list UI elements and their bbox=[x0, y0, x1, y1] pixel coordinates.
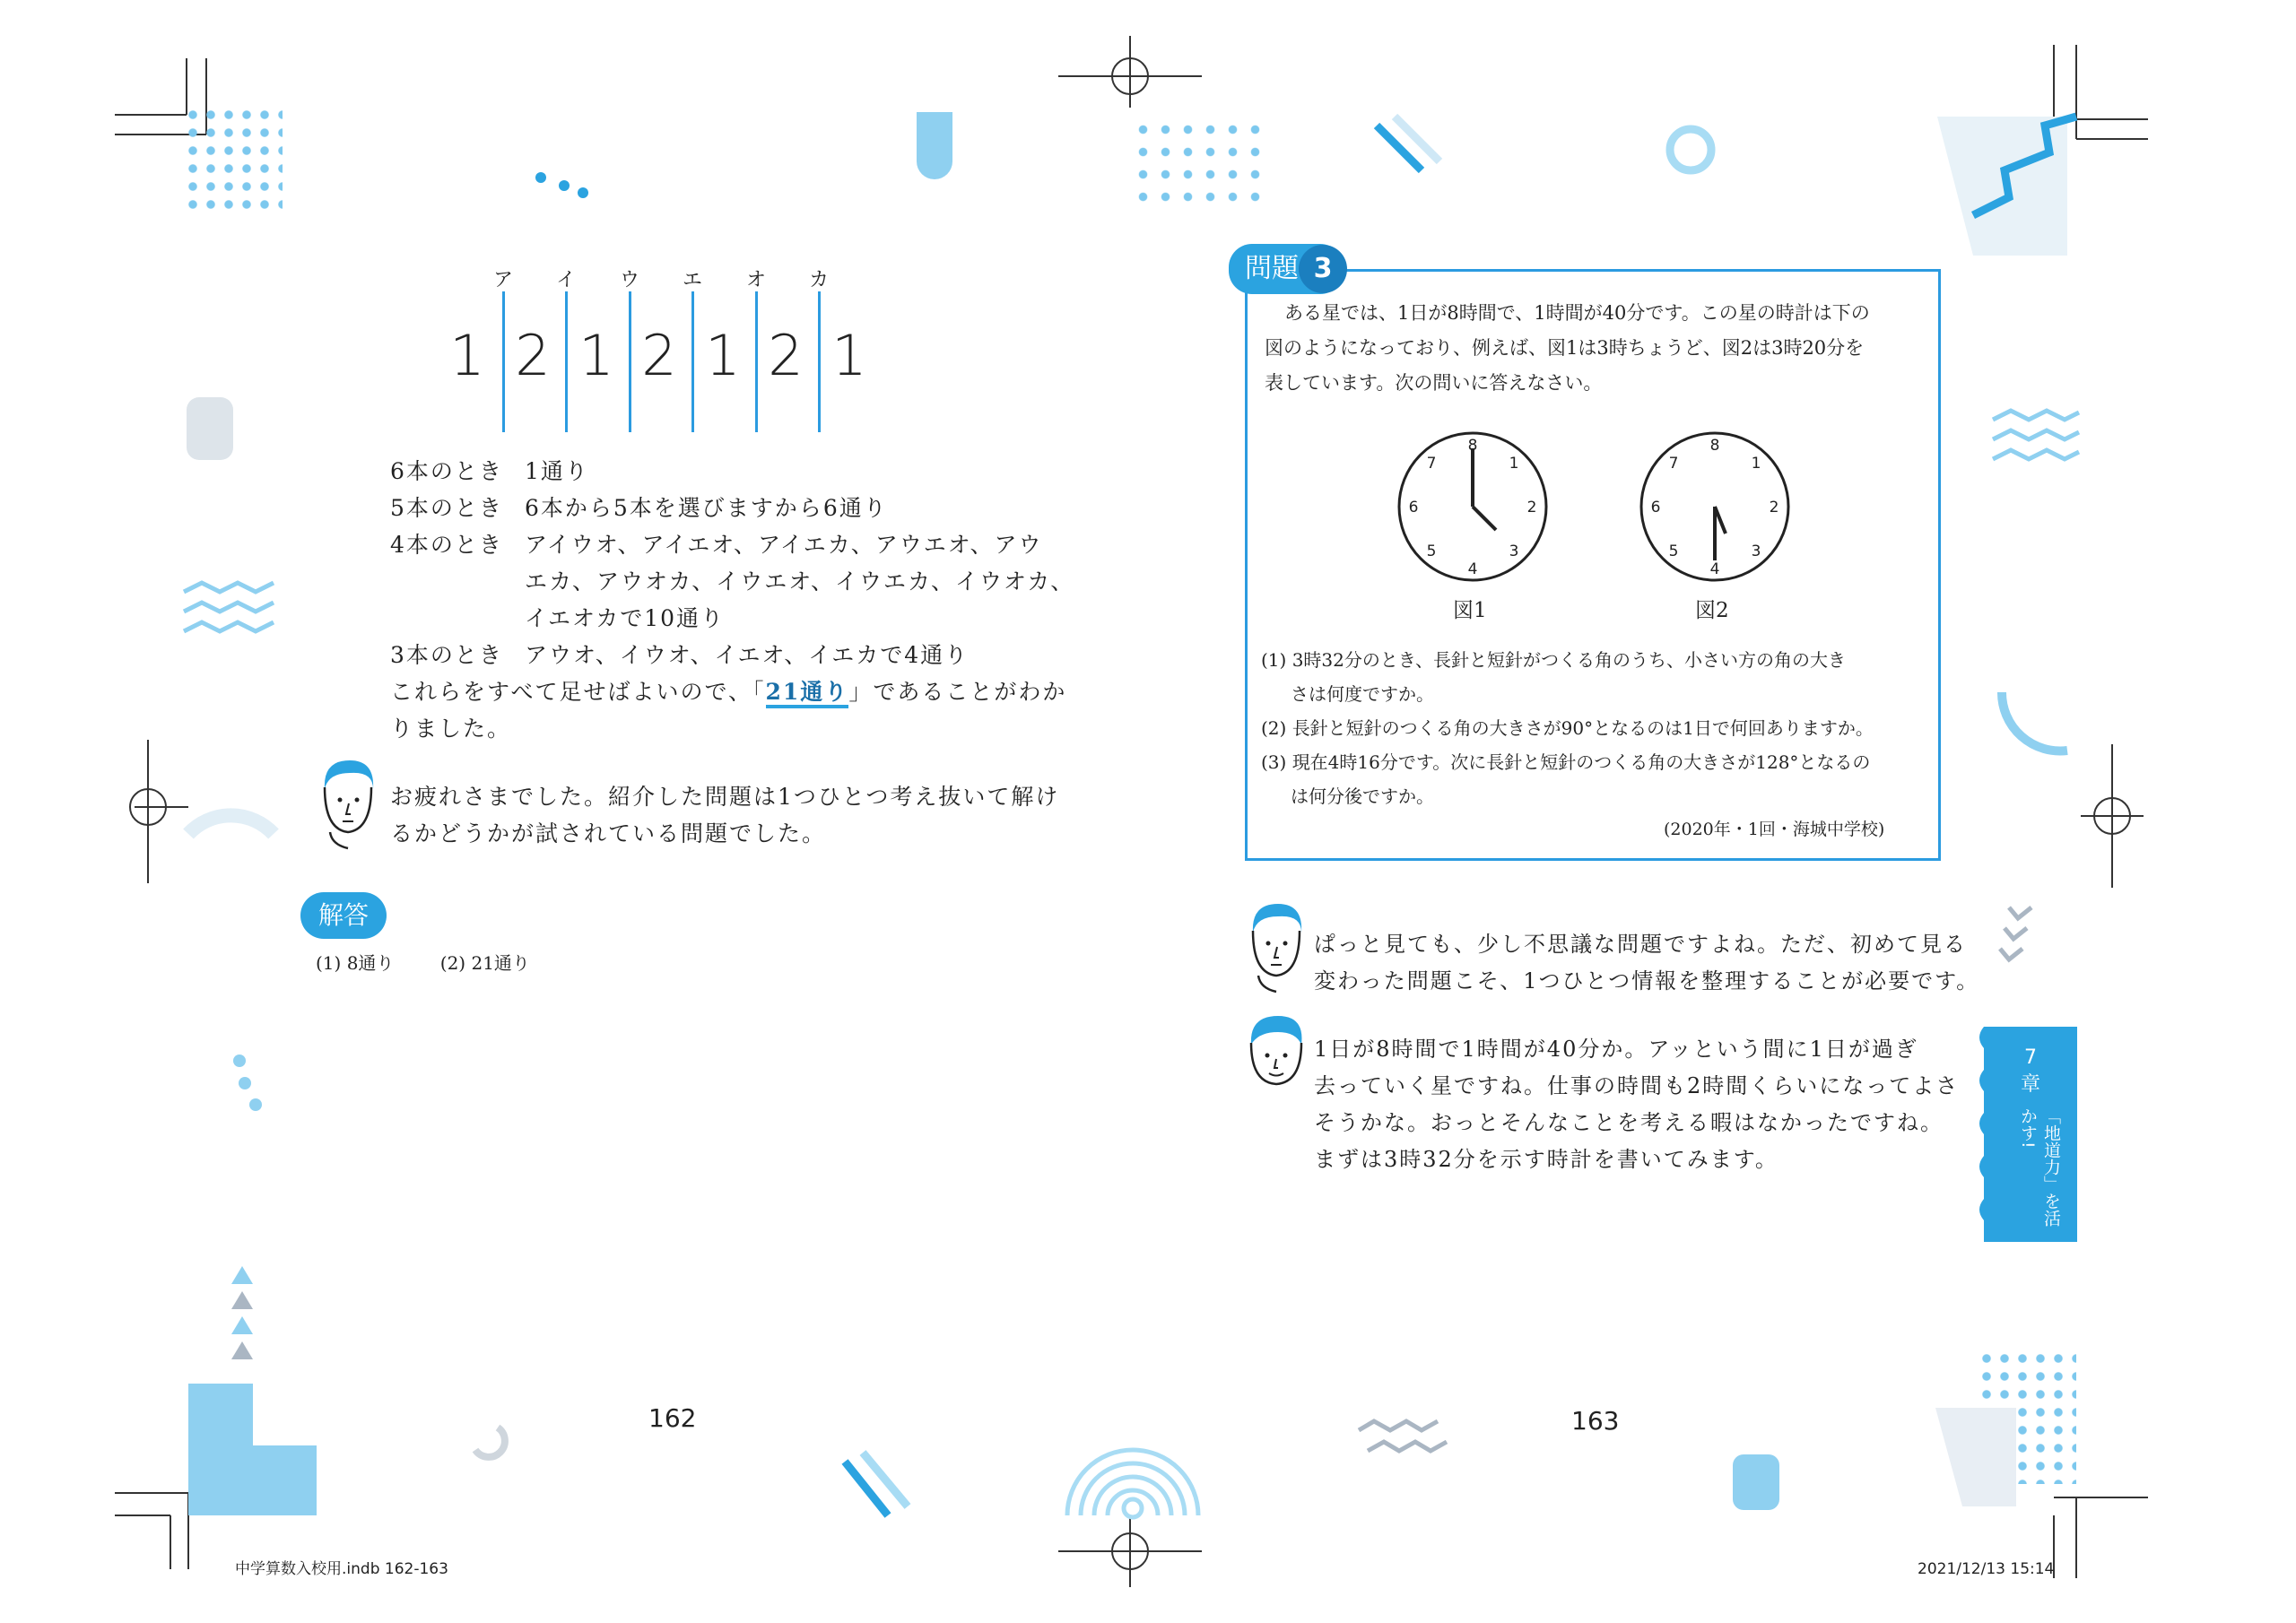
question-line: (3) 現在4時16分です。次に長針と短針のつくる角の大きさが128°となるの bbox=[1261, 751, 1871, 773]
answer-highlight: 21通り bbox=[766, 679, 849, 708]
teacher-avatar-icon bbox=[1242, 897, 1309, 995]
conclusion-line: これらをすべて足せばよいので、「21通り」であることがわか bbox=[390, 673, 1074, 710]
figure-caption: 図1 bbox=[1453, 599, 1487, 622]
comment-block bbox=[390, 778, 1059, 852]
intro-line: 表しています。次の問いに答えなさい。 bbox=[1265, 372, 1603, 394]
comment-block bbox=[1314, 1031, 1959, 1178]
clock-number: 5 bbox=[1668, 542, 1679, 560]
digit: 2 bbox=[641, 323, 677, 388]
digit: 2 bbox=[515, 323, 551, 388]
comment-line: 変わった問題こそ、1つひとつ情報を整理することが必要です。 bbox=[1314, 968, 1980, 994]
comment-line: るかどうかが試されている問題でした。 bbox=[390, 820, 827, 846]
clock-number: 5 bbox=[1426, 542, 1437, 560]
answer-item: (2) 21通り bbox=[439, 952, 530, 974]
digit: 1 bbox=[831, 323, 867, 388]
question-list bbox=[1261, 643, 1874, 813]
clock-number: 8 bbox=[1709, 437, 1720, 455]
kana-label: ア bbox=[492, 269, 513, 291]
digit: 1 bbox=[705, 323, 741, 388]
kana-label: エ bbox=[682, 269, 702, 291]
page-number: 162 bbox=[648, 1403, 697, 1433]
kana-label: カ bbox=[808, 269, 829, 291]
problem-source: (2020年・1回・海城中学校) bbox=[1664, 820, 1885, 839]
count-line: 5本のとき 6本から5本を選びますから6通り bbox=[390, 495, 888, 521]
clock-number: 1 bbox=[1509, 455, 1519, 473]
clock-number: 2 bbox=[1769, 499, 1779, 516]
clock-number: 3 bbox=[1751, 542, 1761, 560]
problem-intro bbox=[1265, 296, 1870, 401]
question-line: は何分後ですか。 bbox=[1291, 785, 1434, 807]
problem-number-badge: 3 bbox=[1299, 245, 1347, 293]
count-line: 3本のとき アウオ、イウオ、イエオ、イエカで4通り bbox=[390, 642, 970, 668]
comment-line: そうかな。おっとそんなことを考える暇はなかったですね。 bbox=[1314, 1110, 1944, 1135]
kana-labels bbox=[0, 265, 897, 291]
count-line: 4本のとき アイウオ、アイエオ、アイエカ、アウエオ、アウ bbox=[390, 532, 1043, 558]
page-number: 163 bbox=[1571, 1406, 1620, 1436]
conclusion-line: りました。 bbox=[390, 716, 512, 742]
clock-number: 4 bbox=[1467, 560, 1478, 578]
digit: 1 bbox=[449, 323, 485, 388]
answer-item: (1) 8通り bbox=[316, 952, 395, 974]
comment-line: 1日が8時間で1時間が40分か。アッという間に1日が過ぎ bbox=[1314, 1037, 1918, 1062]
clock-number: 8 bbox=[1467, 437, 1478, 455]
student-avatar-icon bbox=[1242, 1009, 1309, 1089]
clock-figures bbox=[1381, 421, 1812, 587]
footer-timestamp: 2021/12/13 15:14 bbox=[1918, 1560, 2055, 1578]
comment-line: ぱっと見ても、少し不思議な問題ですよね。ただ、初めて見る bbox=[1314, 932, 1967, 957]
clock-number: 2 bbox=[1526, 499, 1537, 516]
intro-line: 図のようになっており、例えば、図1は3時ちょうど、図2は3時20分を bbox=[1265, 337, 1865, 359]
comment-line: 去っていく星ですね。仕事の時間も2時間くらいになってよさ bbox=[1314, 1073, 1960, 1098]
count-line: エカ、アウオカ、イウエオ、イウエカ、イウオカ、 bbox=[525, 568, 1075, 595]
chapter-tab bbox=[1984, 1027, 2077, 1242]
digit: 1 bbox=[578, 323, 614, 388]
count-line: 6本のとき 1通り bbox=[390, 458, 589, 484]
clock-number: 4 bbox=[1709, 560, 1720, 578]
problem-label: 問題 bbox=[1229, 244, 1344, 294]
clock-number: 7 bbox=[1426, 455, 1437, 473]
kana-label: イ bbox=[555, 269, 576, 291]
answer-label: 解答 bbox=[300, 892, 387, 939]
answer-list bbox=[316, 949, 530, 975]
chapter-title: 「地道力」を活かす! bbox=[2018, 1107, 2061, 1227]
clock-number: 1 bbox=[1751, 455, 1761, 473]
question-line: さは何度ですか。 bbox=[1291, 683, 1434, 705]
count-line: イエオカで10通り bbox=[525, 605, 726, 631]
comment-block bbox=[1314, 926, 1979, 1000]
clock-number: 3 bbox=[1509, 542, 1519, 560]
question-line: (1) 3時32分のとき、長針と短針がつくる角のうち、小さい方の角の大き bbox=[1261, 649, 1847, 671]
kana-label: ウ bbox=[619, 269, 639, 291]
intro-line: ある星では、1日が8時間で、1時間が40分です。この星の時計は下の bbox=[1284, 302, 1870, 324]
figure-caption: 図2 bbox=[1695, 599, 1729, 622]
kana-label: オ bbox=[745, 269, 766, 291]
digit-row bbox=[0, 323, 897, 395]
comment-line: お疲れさまでした。紹介した問題は1つひとつ考え抜いて解け bbox=[390, 784, 1060, 810]
count-list bbox=[390, 453, 1074, 747]
comment-line: まずは3時32分を示す時計を書いてみます。 bbox=[1314, 1147, 1779, 1172]
teacher-avatar-icon bbox=[314, 753, 381, 852]
footer-file: 中学算数入校用.indb 162-163 bbox=[235, 1560, 448, 1578]
chapter-number: 7 章 bbox=[2020, 1046, 2040, 1096]
clock-number: 7 bbox=[1668, 455, 1679, 473]
clock-number: 6 bbox=[1408, 499, 1419, 516]
question-line: (2) 長針と短針のつくる角の大きさが90°となるのは1日で何回ありますか。 bbox=[1261, 717, 1874, 739]
clock-number: 6 bbox=[1650, 499, 1661, 516]
digit: 2 bbox=[768, 323, 804, 388]
